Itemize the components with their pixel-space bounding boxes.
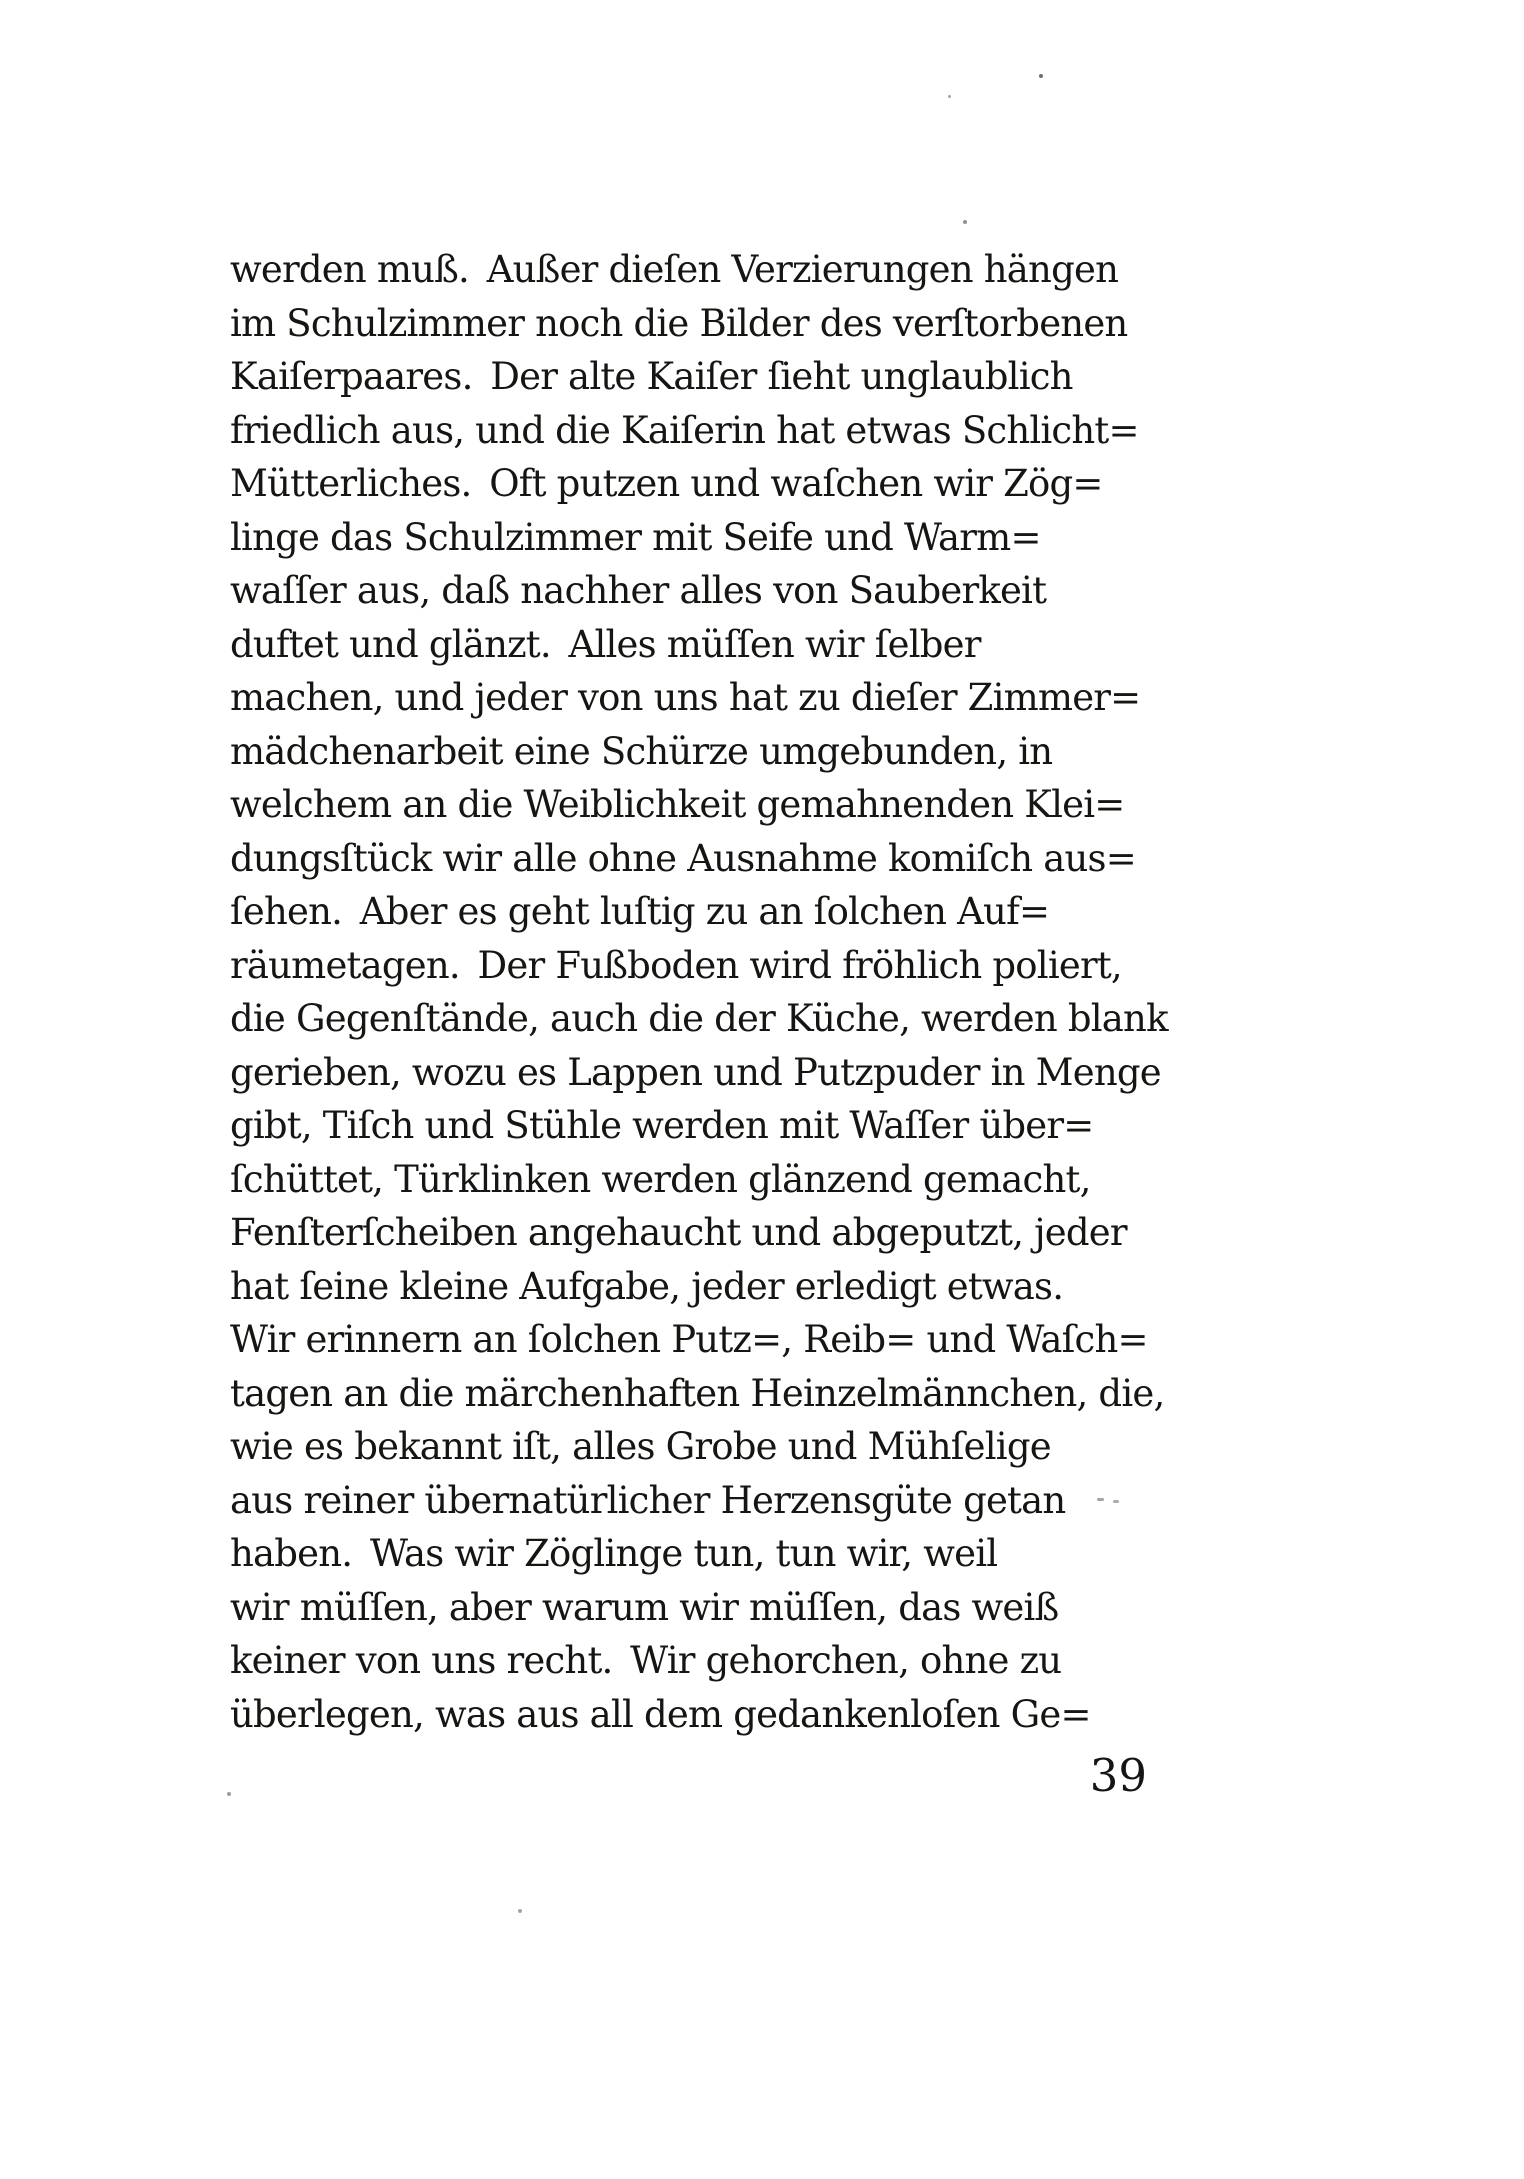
text-line: haben. Was wir Zöglinge tun, tun wir, weil [230,1532,998,1575]
text-line: die Gegenſtände, auch die der Küche, werden blank [230,997,1168,1040]
scan-speck [963,220,967,224]
text-line: räumetagen. Der Fußboden wird fröhlich poliert, [230,943,1122,987]
scan-speck [227,1792,231,1796]
text-line: wir müſſen, aber warum wir müſſen, das weiß [230,1585,1059,1629]
text-line: aus reiner übernatürlicher Herzensgüte getan [230,1478,1066,1522]
text-line: dungsſtück wir alle ohne Ausnahme komiſch aus= [230,836,1136,880]
text-line: keiner von uns recht. Wir gehorchen, ohne zu [230,1639,1062,1682]
text-line: überlegen, was aus all dem gedankenloſen Ge= [230,1692,1091,1736]
text-line: ſchüttet, Türklinken werden glänzend gemacht, [230,1157,1091,1201]
scan-speck [1097,1498,1104,1501]
text-line: im Schulzimmer noch die Bilder des verſtorbenen [230,301,1128,345]
text-line: werden muß. Außer dieſen Verzierungen hängen [230,248,1119,291]
text-line: gerieben, wozu es Lappen und Putzpuder in Menge [230,1050,1161,1094]
page-number: 39 [1089,1749,1147,1802]
text-line: gibt, Tiſch und Stühle werden mit Waſſer über= [230,1104,1094,1147]
text-line: Kaiſerpaares. Der alte Kaiſer ſieht unglaublich [230,355,1073,398]
text-line: tagen an die märchenhaften Heinzelmännchen, die, [230,1371,1165,1415]
text-line: Wir erinnern an ſolchen Putz=, Reib= und Waſch= [230,1318,1148,1361]
text-line: wie es bekannt iſt, alles Grobe und Mühſelige [230,1425,1051,1468]
text-line: ſehen. Aber es geht luſtig zu an ſolchen Auf= [230,890,1050,933]
scan-speck [1113,1500,1119,1503]
text-line: duftet und glänzt. Alles müſſen wir ſelber [230,622,981,666]
scan-speck [518,1909,522,1913]
text-line: Fenſterſcheiben angehaucht und abgeputzt, jeder [230,1211,1127,1254]
text-line: Mütterliches. Oft putzen und waſchen wir Zög= [230,462,1103,505]
scan-speck [1039,74,1043,78]
text-line: hat ſeine kleine Aufgabe, jeder erledigt etwas. [230,1264,1064,1308]
scan-speck [948,95,951,98]
text-line: linge das Schulzimmer mit Seife und Warm= [230,515,1041,559]
text-line: friedlich aus, und die Kaiſerin hat etwas Schlicht= [230,408,1139,452]
text-line: waſſer aus, daß nachher alles von Sauberkeit [230,569,1047,612]
text-line: machen, und jeder von uns hat zu dieſer Zimmer= [230,676,1141,719]
text-line: mädchenarbeit eine Schürze umgebunden, in [230,729,1053,773]
text-block [230,243,1168,1741]
text-line: welchem an die Weiblichkeit gemahnenden Klei= [230,783,1125,826]
